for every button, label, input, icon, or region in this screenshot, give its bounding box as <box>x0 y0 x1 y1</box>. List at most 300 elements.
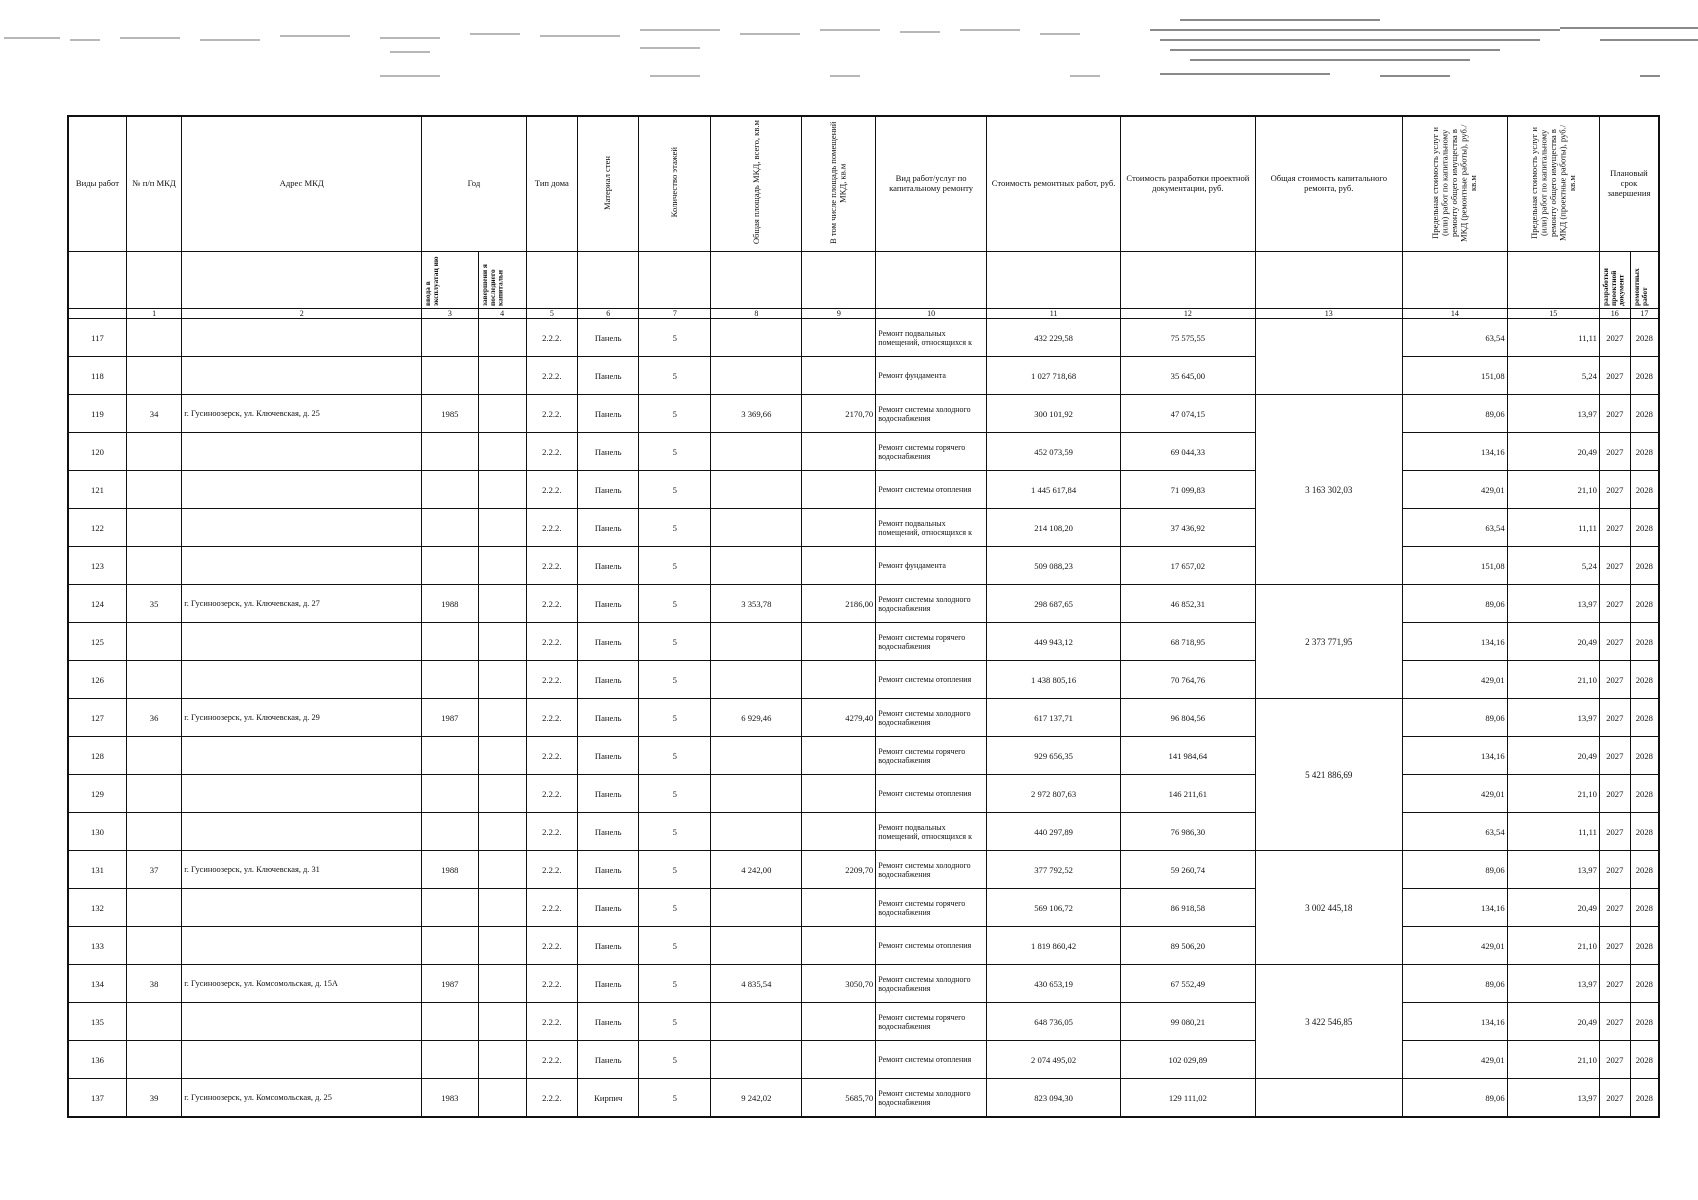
wall-material: Панель <box>577 1041 639 1079</box>
column-number: 14 <box>1403 309 1508 319</box>
row-number: 124 <box>68 585 126 623</box>
year-commissioned <box>422 319 478 357</box>
column-number-row <box>68 309 1659 319</box>
wall-material: Панель <box>577 699 639 737</box>
room-area: 4279,40 <box>802 699 876 737</box>
design-cost: 75 575,55 <box>1121 319 1255 357</box>
table-row <box>68 851 1659 889</box>
year-commissioned: 1985 <box>422 395 478 433</box>
floors: 5 <box>639 585 711 623</box>
plan-works-year: 2028 <box>1630 471 1659 509</box>
mkd-number <box>126 433 181 471</box>
house-type: 2.2.2. <box>526 813 577 851</box>
plan-works-year: 2028 <box>1630 851 1659 889</box>
house-type: 2.2.2. <box>526 699 577 737</box>
limit-work: 134,16 <box>1403 433 1508 471</box>
limit-work: 63,54 <box>1403 509 1508 547</box>
work-kind: Ремонт подвальных помещений, относящихся к <box>876 813 987 851</box>
house-type: 2.2.2. <box>526 1003 577 1041</box>
total-cost: 3 422 546,85 <box>1255 965 1403 1079</box>
limit-design: 13,97 <box>1507 699 1599 737</box>
house-type: 2.2.2. <box>526 737 577 775</box>
limit-design: 13,97 <box>1507 395 1599 433</box>
work-kind: Ремонт системы отопления <box>876 1041 987 1079</box>
scan-header-noise <box>0 0 1698 95</box>
total-cost: 3 002 445,18 <box>1255 851 1403 965</box>
work-kind: Ремонт системы горячего водоснабжения <box>876 737 987 775</box>
plan-works-year: 2028 <box>1630 775 1659 813</box>
work-kind: Ремонт системы отопления <box>876 775 987 813</box>
plan-design-year: 2027 <box>1599 433 1630 471</box>
design-cost: 59 260,74 <box>1121 851 1255 889</box>
repair-cost: 1 445 617,84 <box>986 471 1120 509</box>
repair-cost: 929 656,35 <box>986 737 1120 775</box>
header-subrow <box>68 252 1659 309</box>
table-row <box>68 623 1659 661</box>
work-kind: Ремонт системы отопления <box>876 471 987 509</box>
column-number: 7 <box>639 309 711 319</box>
total-area <box>711 547 802 585</box>
limit-work: 134,16 <box>1403 889 1508 927</box>
house-type: 2.2.2. <box>526 585 577 623</box>
house-type: 2.2.2. <box>526 775 577 813</box>
plan-works-year: 2028 <box>1630 813 1659 851</box>
row-number: 132 <box>68 889 126 927</box>
limit-design: 20,49 <box>1507 889 1599 927</box>
header-total-cost: Общая стоимость капитального ремонта, руб. <box>1255 116 1403 252</box>
address <box>182 623 422 661</box>
house-type: 2.2.2. <box>526 395 577 433</box>
floors: 5 <box>639 813 711 851</box>
limit-work: 429,01 <box>1403 471 1508 509</box>
plan-design-year: 2027 <box>1599 1003 1630 1041</box>
mkd-number: 37 <box>126 851 181 889</box>
row-number: 119 <box>68 395 126 433</box>
year-commissioned <box>422 1041 478 1079</box>
wall-material: Панель <box>577 1003 639 1041</box>
limit-design: 20,49 <box>1507 433 1599 471</box>
work-kind: Ремонт подвальных помещений, относящихся к <box>876 509 987 547</box>
mkd-number <box>126 1041 181 1079</box>
wall-material: Панель <box>577 395 639 433</box>
plan-works-year: 2028 <box>1630 509 1659 547</box>
year-commissioned <box>422 927 478 965</box>
mkd-number <box>126 547 181 585</box>
column-number: 17 <box>1630 309 1659 319</box>
total-cost: 3 163 302,03 <box>1255 395 1403 585</box>
plan-design-year: 2027 <box>1599 889 1630 927</box>
address <box>182 1041 422 1079</box>
plan-works-year: 2028 <box>1630 1041 1659 1079</box>
address: г. Гусиноозерск, ул. Ключевская, д. 25 <box>182 395 422 433</box>
floors: 5 <box>639 1003 711 1041</box>
total-area: 3 369,66 <box>711 395 802 433</box>
year-commissioned <box>422 547 478 585</box>
row-number: 136 <box>68 1041 126 1079</box>
room-area <box>802 1003 876 1041</box>
limit-work: 63,54 <box>1403 813 1508 851</box>
address: г. Гусиноозерск, ул. Комсомольская, д. 15А <box>182 965 422 1003</box>
repair-cost: 214 108,20 <box>986 509 1120 547</box>
limit-work: 134,16 <box>1403 1003 1508 1041</box>
mkd-number: 35 <box>126 585 181 623</box>
total-area <box>711 357 802 395</box>
column-number: 2 <box>182 309 422 319</box>
year-last-repair <box>478 357 526 395</box>
floors: 5 <box>639 737 711 775</box>
limit-work: 429,01 <box>1403 927 1508 965</box>
total-area <box>711 927 802 965</box>
column-number: 15 <box>1507 309 1599 319</box>
column-number: 10 <box>876 309 987 319</box>
design-cost: 146 211,61 <box>1121 775 1255 813</box>
plan-design-year: 2027 <box>1599 965 1630 1003</box>
address: г. Гусиноозерск, ул. Комсомольская, д. 25 <box>182 1079 422 1118</box>
table-row <box>68 927 1659 965</box>
table-row <box>68 585 1659 623</box>
total-area <box>711 433 802 471</box>
work-kind: Ремонт системы горячего водоснабжения <box>876 889 987 927</box>
limit-work: 89,06 <box>1403 851 1508 889</box>
limit-design: 21,10 <box>1507 775 1599 813</box>
table-row <box>68 965 1659 1003</box>
year-commissioned: 1988 <box>422 851 478 889</box>
header-year-last-repair: завершени я последнего капитальн <box>478 252 526 309</box>
table-row <box>68 319 1659 357</box>
header-house-type: Тип дома <box>526 116 577 252</box>
plan-design-year: 2027 <box>1599 699 1630 737</box>
plan-works-year: 2028 <box>1630 623 1659 661</box>
floors: 5 <box>639 927 711 965</box>
repair-cost: 2 074 495,02 <box>986 1041 1120 1079</box>
room-area <box>802 319 876 357</box>
wall-material: Панель <box>577 471 639 509</box>
plan-design-year: 2027 <box>1599 585 1630 623</box>
total-area <box>711 813 802 851</box>
limit-design: 13,97 <box>1507 1079 1599 1118</box>
room-area: 2209,70 <box>802 851 876 889</box>
mkd-number: 34 <box>126 395 181 433</box>
row-number: 127 <box>68 699 126 737</box>
row-number: 120 <box>68 433 126 471</box>
plan-design-year: 2027 <box>1599 319 1630 357</box>
repair-cost: 569 106,72 <box>986 889 1120 927</box>
house-type: 2.2.2. <box>526 471 577 509</box>
repair-cost: 648 736,05 <box>986 1003 1120 1041</box>
row-number: 125 <box>68 623 126 661</box>
repair-cost: 430 653,19 <box>986 965 1120 1003</box>
repair-cost: 617 137,71 <box>986 699 1120 737</box>
wall-material: Панель <box>577 509 639 547</box>
mkd-number <box>126 775 181 813</box>
limit-design: 13,97 <box>1507 585 1599 623</box>
plan-design-year: 2027 <box>1599 1041 1630 1079</box>
year-commissioned: 1983 <box>422 1079 478 1118</box>
table-row <box>68 433 1659 471</box>
work-kind: Ремонт системы горячего водоснабжения <box>876 1003 987 1041</box>
total-area <box>711 737 802 775</box>
house-type: 2.2.2. <box>526 319 577 357</box>
plan-works-year: 2028 <box>1630 395 1659 433</box>
row-number: 135 <box>68 1003 126 1041</box>
limit-design: 20,49 <box>1507 737 1599 775</box>
year-last-repair <box>478 737 526 775</box>
floors: 5 <box>639 851 711 889</box>
limit-work: 89,06 <box>1403 395 1508 433</box>
repair-cost: 377 792,52 <box>986 851 1120 889</box>
column-number: 3 <box>422 309 478 319</box>
row-number: 137 <box>68 1079 126 1118</box>
plan-works-year: 2028 <box>1630 965 1659 1003</box>
column-number: 4 <box>478 309 526 319</box>
wall-material: Кирпич <box>577 1079 639 1118</box>
work-kind: Ремонт системы отопления <box>876 927 987 965</box>
wall-material: Панель <box>577 775 639 813</box>
design-cost: 86 918,58 <box>1121 889 1255 927</box>
address <box>182 775 422 813</box>
work-kind: Ремонт подвальных помещений, относящихся к <box>876 319 987 357</box>
year-last-repair <box>478 509 526 547</box>
table-row <box>68 737 1659 775</box>
design-cost: 99 080,21 <box>1121 1003 1255 1041</box>
row-number: 122 <box>68 509 126 547</box>
design-cost: 46 852,31 <box>1121 585 1255 623</box>
limit-design: 21,10 <box>1507 1041 1599 1079</box>
mkd-number <box>126 737 181 775</box>
limit-design: 20,49 <box>1507 623 1599 661</box>
mkd-number <box>126 889 181 927</box>
year-last-repair <box>478 471 526 509</box>
total-area <box>711 889 802 927</box>
floors: 5 <box>639 965 711 1003</box>
mkd-number: 39 <box>126 1079 181 1118</box>
plan-design-year: 2027 <box>1599 547 1630 585</box>
limit-work: 89,06 <box>1403 585 1508 623</box>
floors: 5 <box>639 433 711 471</box>
floors: 5 <box>639 775 711 813</box>
header-row <box>68 116 1659 252</box>
row-number: 129 <box>68 775 126 813</box>
address <box>182 1003 422 1041</box>
plan-design-year: 2027 <box>1599 927 1630 965</box>
limit-work: 89,06 <box>1403 965 1508 1003</box>
wall-material: Панель <box>577 927 639 965</box>
column-number: 1 <box>126 309 181 319</box>
work-kind: Ремонт системы холодного водоснабжения <box>876 699 987 737</box>
floors: 5 <box>639 889 711 927</box>
table-row <box>68 699 1659 737</box>
total-area <box>711 509 802 547</box>
address <box>182 927 422 965</box>
limit-design: 13,97 <box>1507 851 1599 889</box>
column-number: 9 <box>802 309 876 319</box>
room-area <box>802 927 876 965</box>
floors: 5 <box>639 699 711 737</box>
total-area: 4 835,54 <box>711 965 802 1003</box>
header-repair-cost: Стоимость ремонтных работ, руб. <box>986 116 1120 252</box>
address <box>182 357 422 395</box>
limit-design: 5,24 <box>1507 547 1599 585</box>
column-number: 8 <box>711 309 802 319</box>
table-row <box>68 1041 1659 1079</box>
room-area: 2170,70 <box>802 395 876 433</box>
table-body <box>68 319 1659 1118</box>
row-number: 128 <box>68 737 126 775</box>
repair-cost: 432 229,58 <box>986 319 1120 357</box>
year-commissioned <box>422 775 478 813</box>
repair-cost: 1 027 718,68 <box>986 357 1120 395</box>
room-area <box>802 547 876 585</box>
limit-design: 5,24 <box>1507 357 1599 395</box>
header-plan-design: разработки проектной документ <box>1599 252 1630 309</box>
table-row <box>68 813 1659 851</box>
room-area <box>802 661 876 699</box>
table-row <box>68 395 1659 433</box>
row-number: 117 <box>68 319 126 357</box>
repair-cost: 509 088,23 <box>986 547 1120 585</box>
design-cost: 17 657,02 <box>1121 547 1255 585</box>
header-mkd-number: № п/п МКД <box>126 116 181 252</box>
wall-material: Панель <box>577 661 639 699</box>
table-row <box>68 775 1659 813</box>
address: г. Гусиноозерск, ул. Ключевская, д. 27 <box>182 585 422 623</box>
header-work-type: Виды работ <box>68 116 126 252</box>
year-last-repair <box>478 813 526 851</box>
header-plan-works: ремонтных работ <box>1630 252 1659 309</box>
wall-material: Панель <box>577 851 639 889</box>
floors: 5 <box>639 357 711 395</box>
house-type: 2.2.2. <box>526 661 577 699</box>
repair-cost: 298 687,65 <box>986 585 1120 623</box>
house-type: 2.2.2. <box>526 357 577 395</box>
total-cost: 2 373 771,95 <box>1255 585 1403 699</box>
repair-cost: 823 094,30 <box>986 1079 1120 1118</box>
room-area: 5685,70 <box>802 1079 876 1118</box>
design-cost: 76 986,30 <box>1121 813 1255 851</box>
floors: 5 <box>639 319 711 357</box>
header-year-commissioned: ввода в эксплуатац ию <box>422 252 478 309</box>
year-last-repair <box>478 623 526 661</box>
house-type: 2.2.2. <box>526 623 577 661</box>
design-cost: 68 718,95 <box>1121 623 1255 661</box>
total-cost <box>1255 319 1403 395</box>
header-limit-work: Предельная стоимость услуг и (или) работ по капитальному ремонту общего имущества в МКД (ремонтные работы), руб./кв.м <box>1403 116 1508 252</box>
year-last-repair <box>478 851 526 889</box>
room-area <box>802 433 876 471</box>
plan-design-year: 2027 <box>1599 623 1630 661</box>
limit-work: 134,16 <box>1403 623 1508 661</box>
table-row <box>68 1003 1659 1041</box>
table-row <box>68 357 1659 395</box>
year-last-repair <box>478 433 526 471</box>
header-address: Адрес МКД <box>182 116 422 252</box>
year-commissioned <box>422 1003 478 1041</box>
row-number: 118 <box>68 357 126 395</box>
wall-material: Панель <box>577 813 639 851</box>
row-number: 126 <box>68 661 126 699</box>
capital-repair-table-sheet <box>67 115 1660 1118</box>
wall-material: Панель <box>577 623 639 661</box>
design-cost: 47 074,15 <box>1121 395 1255 433</box>
column-number: 16 <box>1599 309 1630 319</box>
floors: 5 <box>639 661 711 699</box>
room-area <box>802 1041 876 1079</box>
column-number: 5 <box>526 309 577 319</box>
floors: 5 <box>639 1079 711 1118</box>
mkd-number <box>126 661 181 699</box>
table-row <box>68 1079 1659 1118</box>
header-total-area: Общая площадь МКД, всего, кв.м <box>711 116 802 252</box>
work-kind: Ремонт системы холодного водоснабжения <box>876 395 987 433</box>
year-commissioned: 1987 <box>422 965 478 1003</box>
year-last-repair <box>478 547 526 585</box>
plan-design-year: 2027 <box>1599 1079 1630 1118</box>
wall-material: Панель <box>577 433 639 471</box>
house-type: 2.2.2. <box>526 889 577 927</box>
address <box>182 813 422 851</box>
year-last-repair <box>478 699 526 737</box>
wall-material: Панель <box>577 357 639 395</box>
address <box>182 661 422 699</box>
floors: 5 <box>639 509 711 547</box>
house-type: 2.2.2. <box>526 1079 577 1118</box>
year-commissioned: 1987 <box>422 699 478 737</box>
wall-material: Панель <box>577 965 639 1003</box>
work-kind: Ремонт фундамента <box>876 547 987 585</box>
design-cost: 71 099,83 <box>1121 471 1255 509</box>
limit-work: 429,01 <box>1403 1041 1508 1079</box>
mkd-number <box>126 813 181 851</box>
column-number: 13 <box>1255 309 1403 319</box>
column-number: 11 <box>986 309 1120 319</box>
plan-design-year: 2027 <box>1599 471 1630 509</box>
header-year: Год <box>422 116 527 252</box>
room-area <box>802 471 876 509</box>
year-commissioned <box>422 471 478 509</box>
design-cost: 129 111,02 <box>1121 1079 1255 1118</box>
work-kind: Ремонт системы холодного водоснабжения <box>876 1079 987 1118</box>
row-number: 134 <box>68 965 126 1003</box>
plan-design-year: 2027 <box>1599 395 1630 433</box>
year-last-repair <box>478 585 526 623</box>
limit-design: 11,11 <box>1507 319 1599 357</box>
address <box>182 547 422 585</box>
mkd-number <box>126 471 181 509</box>
wall-material: Панель <box>577 547 639 585</box>
address <box>182 889 422 927</box>
room-area <box>802 889 876 927</box>
house-type: 2.2.2. <box>526 509 577 547</box>
limit-design: 20,49 <box>1507 1003 1599 1041</box>
table-row <box>68 471 1659 509</box>
header-limit-design: Предельная стоимость услуг и (или) работ по капитальному ремонту общего имущества в МКД (проектные работы), руб./кв.м <box>1507 116 1599 252</box>
limit-work: 89,06 <box>1403 1079 1508 1118</box>
year-commissioned <box>422 737 478 775</box>
year-last-repair <box>478 927 526 965</box>
year-commissioned <box>422 889 478 927</box>
room-area: 3050,70 <box>802 965 876 1003</box>
address <box>182 737 422 775</box>
row-number: 121 <box>68 471 126 509</box>
total-area <box>711 775 802 813</box>
design-cost: 141 984,64 <box>1121 737 1255 775</box>
house-type: 2.2.2. <box>526 1041 577 1079</box>
plan-works-year: 2028 <box>1630 1003 1659 1041</box>
total-area <box>711 1041 802 1079</box>
floors: 5 <box>639 1041 711 1079</box>
mkd-number <box>126 319 181 357</box>
mkd-number <box>126 357 181 395</box>
